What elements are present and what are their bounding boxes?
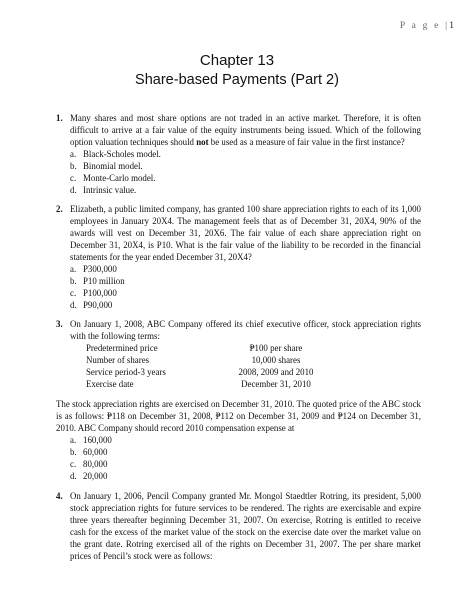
- term-label: Predetermined price: [86, 343, 158, 353]
- term-value: 10,000 shares: [251, 355, 301, 365]
- question-3-number: 3.: [56, 319, 63, 329]
- q3-option-c: c. 80,000: [70, 459, 108, 469]
- term-value: ₱100 per share: [249, 343, 303, 353]
- term-value: 2008, 2009 and 2010: [238, 367, 314, 377]
- q3-option-d: d. 20,000: [70, 471, 108, 481]
- question-1-emphasis: not: [196, 136, 209, 147]
- question-3-followup: The stock appreciation rights are exercised on December 31, 2010. The quoted price of the ABC stock is as follows: ₱118 on December 31, 2008, ₱112 on December 31, 2009 and ₱124 on December 31, 2010. ABC Company should record 2010 compensation expense at: [56, 399, 421, 433]
- q1-option-a: a. Black-Scholes model.: [70, 149, 161, 159]
- q2-option-a: a. P300,000: [70, 264, 117, 274]
- q1-option-d: d. Intrinsic value.: [70, 185, 137, 195]
- q3-option-a: a. 160,000: [70, 435, 112, 445]
- term-label: Service period-3 years: [86, 367, 166, 377]
- question-2-text: Elizabeth, a public limited company, has granted 100 share appreciation rights to each of its 1,000 employees in January 20X4. The management feels that as of December 31, 20X4, 90% of the awards will vest on December 31, 20X6. The fair value of each share appreciation right on December 31, 20X4, is P10. What is the fair value of the liability to be recorded in the financial statements for the year ended December 31, 20X4?: [70, 204, 421, 262]
- question-4-text: On January 1, 2006, Pencil Company granted Mr. Mongol Staedtler Rotring, its president, 5,000 stock appreciation rights for future services to be rendered. The rights are exercisable and expire three years thereafter beginning December 31, 2007. On exercise, Rotring is entitled to receive cash for the excess of the market value of the stock on the exercise date over the market value on the grant date. Rotring exercised all of the rights on December 31, 2007. The per share market prices of Pencil’s stock were as follows:: [70, 491, 421, 561]
- question-1-number: 1.: [56, 113, 63, 123]
- question-1-text: [70, 113, 421, 149]
- q2-option-d: d. P90,000: [70, 300, 113, 310]
- question-2-number: 2.: [56, 204, 63, 214]
- chapter-title: Chapter 13: [199, 52, 275, 69]
- q3-option-b: b. 60,000: [70, 447, 108, 457]
- question-1-text-b: be used as a measure of fair value in the first instance?: [208, 136, 405, 147]
- question-4-number: 4.: [56, 491, 63, 501]
- term-label: Exercise date: [86, 379, 134, 389]
- term-value: December 31, 2010: [241, 379, 311, 389]
- page-number: 1: [449, 21, 454, 31]
- q2-option-c: c. P100,000: [70, 288, 117, 298]
- page-header: [400, 21, 454, 31]
- q1-option-c: c. Monte-Carlo model.: [70, 173, 156, 183]
- term-label: Number of shares: [86, 355, 150, 365]
- chapter-subtitle: Share-based Payments (Part 2): [135, 72, 339, 88]
- q1-option-b: b. Binomial model.: [70, 161, 143, 171]
- question-1-text-a: Many shares and most share options are not traded in an active market. Therefore, it is often difficult to arrive at a fair value of the equity instruments being issued. Which of the following option valuation techniques should: [70, 113, 421, 147]
- page-label: P a g e |: [399, 21, 450, 31]
- q2-option-b: b. P10 million: [70, 276, 125, 286]
- question-3-text: On January 1, 2008, ABC Company offered its chief executive officer, stock appreciation rights with the following terms:: [70, 319, 421, 341]
